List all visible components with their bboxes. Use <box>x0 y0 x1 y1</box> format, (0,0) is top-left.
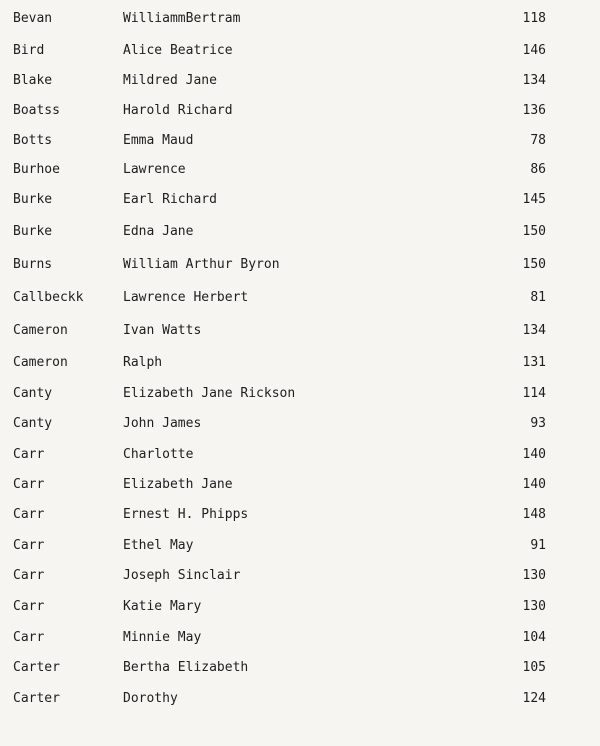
surname-text: Carr <box>13 630 45 645</box>
surname-text: Botts <box>13 133 53 148</box>
surname-text: Cameron <box>13 323 68 338</box>
register-row <box>0 254 600 276</box>
register-row <box>0 565 600 587</box>
register-row <box>0 70 600 92</box>
register-row <box>0 159 600 181</box>
given-names-text: Lawrence Herbert <box>123 290 249 305</box>
given-names-text: Bertha Elizabeth <box>123 660 249 675</box>
register-row <box>0 413 600 435</box>
surname-text: Carr <box>13 599 45 614</box>
register-row <box>0 474 600 496</box>
given-names-text: Elizabeth Jane Rickson <box>123 386 296 401</box>
register-number: 146 <box>522 43 546 58</box>
given-names-text: Mildred Jane <box>123 73 217 88</box>
surname-text: Carr <box>13 447 45 462</box>
register-number: 130 <box>522 568 546 583</box>
register-number: 105 <box>522 660 546 675</box>
register-number: 145 <box>522 192 546 207</box>
register-number: 150 <box>522 224 546 239</box>
register-row <box>0 100 600 122</box>
register-row <box>0 596 600 618</box>
given-names-text: Dorothy <box>123 691 178 706</box>
surname-text: Burns <box>13 257 53 272</box>
given-names-text: Alice Beatrice <box>123 43 233 58</box>
surname-text: Bird <box>13 43 45 58</box>
given-names-text: Ivan Watts <box>123 323 202 338</box>
given-names-text: William Arthur Byron <box>123 257 280 272</box>
register-number: 140 <box>522 447 546 462</box>
given-names-text: Harold Richard <box>123 103 233 118</box>
given-names-text: Joseph Sinclair <box>123 568 241 583</box>
given-names-text: John James <box>123 416 202 431</box>
given-names-text: WilliammBertram <box>123 11 241 26</box>
surname-text: Canty <box>13 386 53 401</box>
register-row <box>0 221 600 243</box>
register-row <box>0 383 600 405</box>
register-number: 93 <box>530 416 546 431</box>
surname-text: Burke <box>13 224 53 239</box>
surname-text: Bevan <box>13 11 53 26</box>
register-number: 78 <box>530 133 546 148</box>
register-number: 136 <box>522 103 546 118</box>
surname-text: Burke <box>13 192 53 207</box>
given-names-text: Ralph <box>123 355 163 370</box>
register-row <box>0 535 600 557</box>
given-names-text: Minnie May <box>123 630 202 645</box>
surname-text: Burhoe <box>13 162 60 177</box>
given-names-text: Lawrence <box>123 162 186 177</box>
register-number: 91 <box>530 538 546 553</box>
register-row <box>0 189 600 211</box>
given-names-text: Charlotte <box>123 447 194 462</box>
surname-text: Carter <box>13 660 60 675</box>
register-number: 150 <box>522 257 546 272</box>
given-names-text: Katie Mary <box>123 599 202 614</box>
given-names-text: Ernest H. Phipps <box>123 507 249 522</box>
given-names-text: Elizabeth Jane <box>123 477 233 492</box>
register-number: 134 <box>522 73 546 88</box>
register-number: 104 <box>522 630 546 645</box>
register-number: 118 <box>522 11 546 26</box>
register-number: 86 <box>530 162 546 177</box>
surname-text: Carter <box>13 691 60 706</box>
register-number: 140 <box>522 477 546 492</box>
register-row <box>0 320 600 342</box>
register-number: 148 <box>522 507 546 522</box>
surname-text: Cameron <box>13 355 68 370</box>
register-row <box>0 627 600 649</box>
register-number: 134 <box>522 323 546 338</box>
register-number: 131 <box>522 355 546 370</box>
surname-text: Carr <box>13 568 45 583</box>
given-names-text: Earl Richard <box>123 192 217 207</box>
surname-text: Carr <box>13 507 45 522</box>
register-row <box>0 444 600 466</box>
register-number: 130 <box>522 599 546 614</box>
surname-text: Carr <box>13 538 45 553</box>
given-names-text: Ethel May <box>123 538 194 553</box>
surname-text: Blake <box>13 73 53 88</box>
register-row <box>0 287 600 309</box>
given-names-text: Emma Maud <box>123 133 194 148</box>
surname-text: Carr <box>13 477 45 492</box>
register-row <box>0 688 600 710</box>
register-number: 124 <box>522 691 546 706</box>
register-row <box>0 657 600 679</box>
register-row <box>0 130 600 152</box>
register-number: 81 <box>530 290 546 305</box>
register-row <box>0 40 600 62</box>
given-names-text: Edna Jane <box>123 224 194 239</box>
register-row <box>0 8 600 30</box>
surname-text: Canty <box>13 416 53 431</box>
register-row <box>0 352 600 374</box>
surname-text: Callbeckk <box>13 290 84 305</box>
surname-text: Boatss <box>13 103 60 118</box>
register-number: 114 <box>522 386 546 401</box>
register-row <box>0 504 600 526</box>
